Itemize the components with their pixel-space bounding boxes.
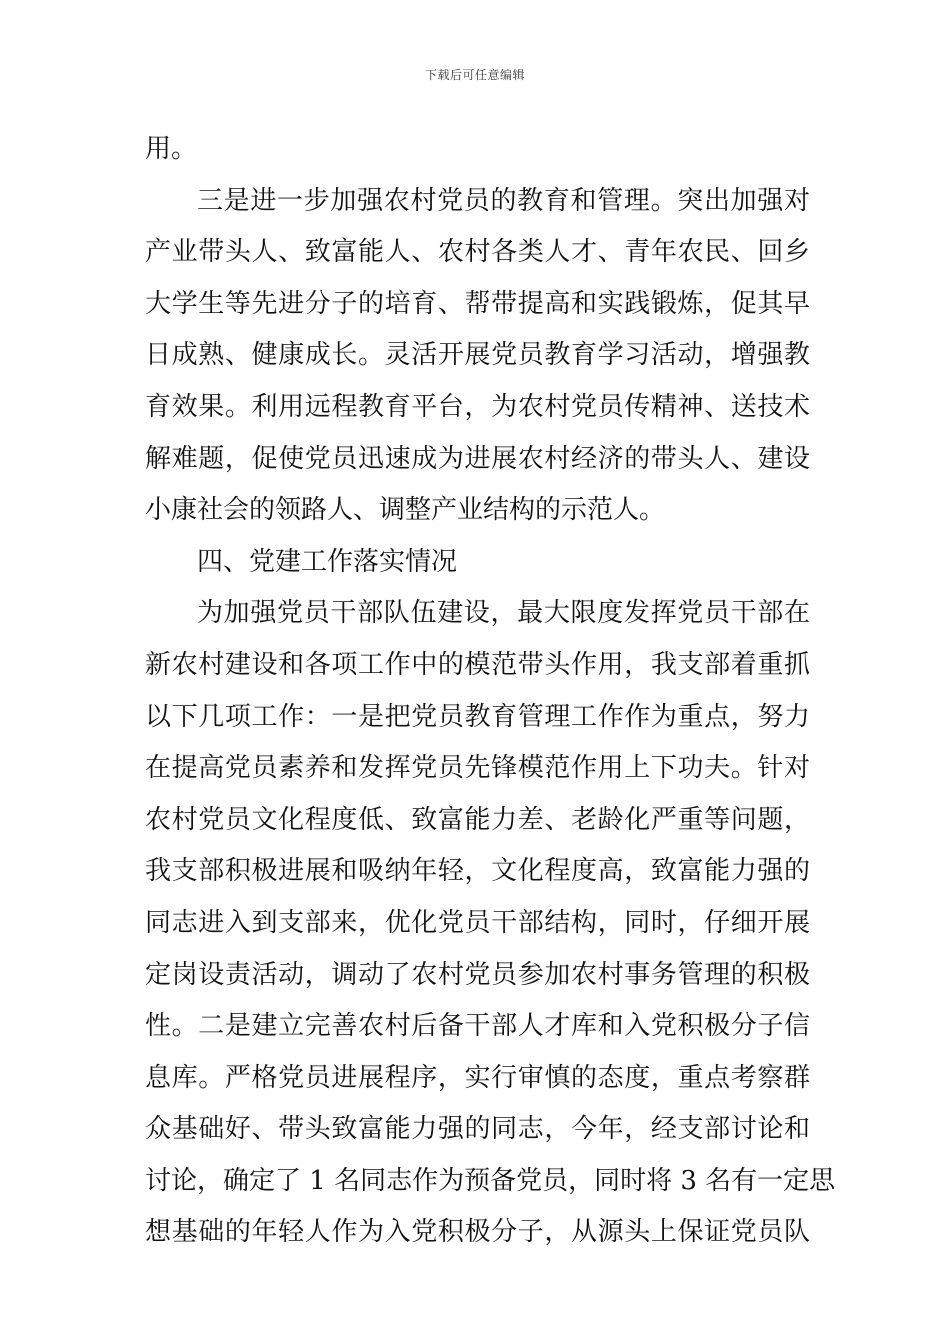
text-line: 定岗设责活动，调动了农村党员参加农村事务管理的积极 [145, 959, 810, 990]
text-line: 大学生等先进分子的培育、帮带提高和实践锻炼，促其早 [145, 288, 810, 319]
text-line: 日成熟、健康成长。灵活开展党员教育学习活动，增强教 [145, 340, 810, 371]
section-heading: 四、党建工作落实情况 [197, 546, 458, 577]
text-line: 在提高党员素养和发挥党员先锋模范作用上下功夫。针对 [145, 753, 810, 784]
text-line: 以下几项工作：一是把党员教育管理工作作为重点，努力 [145, 701, 810, 732]
text-line: 我支部积极进展和吸纳年轻，文化程度高，致富能力强的 [145, 856, 810, 887]
text-line: 息库。严格党员进展程序，实行审慎的态度，重点考察群 [145, 1062, 810, 1093]
text-line: 农村党员文化程度低、致富能力差、老龄化严重等问题， [145, 804, 810, 835]
text-line: 想基础的年轻人作为入党积极分子，从源头上保证党员队 [145, 1217, 810, 1248]
text-line: 用。 [145, 134, 198, 164]
text-line: 解难题，促使党员迅速成为进展农村经济的带头人、建设 [145, 443, 810, 474]
text-line: 新农村建设和各项工作中的模范带头作用，我支部着重抓 [145, 649, 810, 680]
text-line: 为加强党员干部队伍建设，最大限度发挥党员干部在 [197, 598, 810, 629]
text-line: 育效果。利用远程教育平台，为农村党员传精神、送技术 [145, 391, 810, 422]
text-line: 同志进入到支部来，优化党员干部结构，同时，仔细开展 [145, 907, 810, 938]
page-header-note: 下载后可任意编辑 [424, 68, 525, 82]
text-line: 三是进一步加强农村党员的教育和管理。突出加强对 [197, 185, 810, 216]
document-body [145, 124, 836, 1259]
text-line: 产业带头人、致富能人、农村各类人才、青年农民、回乡 [145, 237, 810, 268]
text-line: 讨论，确定了 1 名同志作为预备党员，同时将 3 名有一定思 [145, 1165, 836, 1196]
text-line: 小康社会的领路人、调整产业结构的示范人。 [145, 495, 666, 526]
text-line: 众基础好、带头致富能力强的同志，今年，经支部讨论和 [145, 1114, 810, 1145]
text-line: 性。二是建立完善农村后备干部人才库和入党积极分子信 [145, 1011, 810, 1042]
